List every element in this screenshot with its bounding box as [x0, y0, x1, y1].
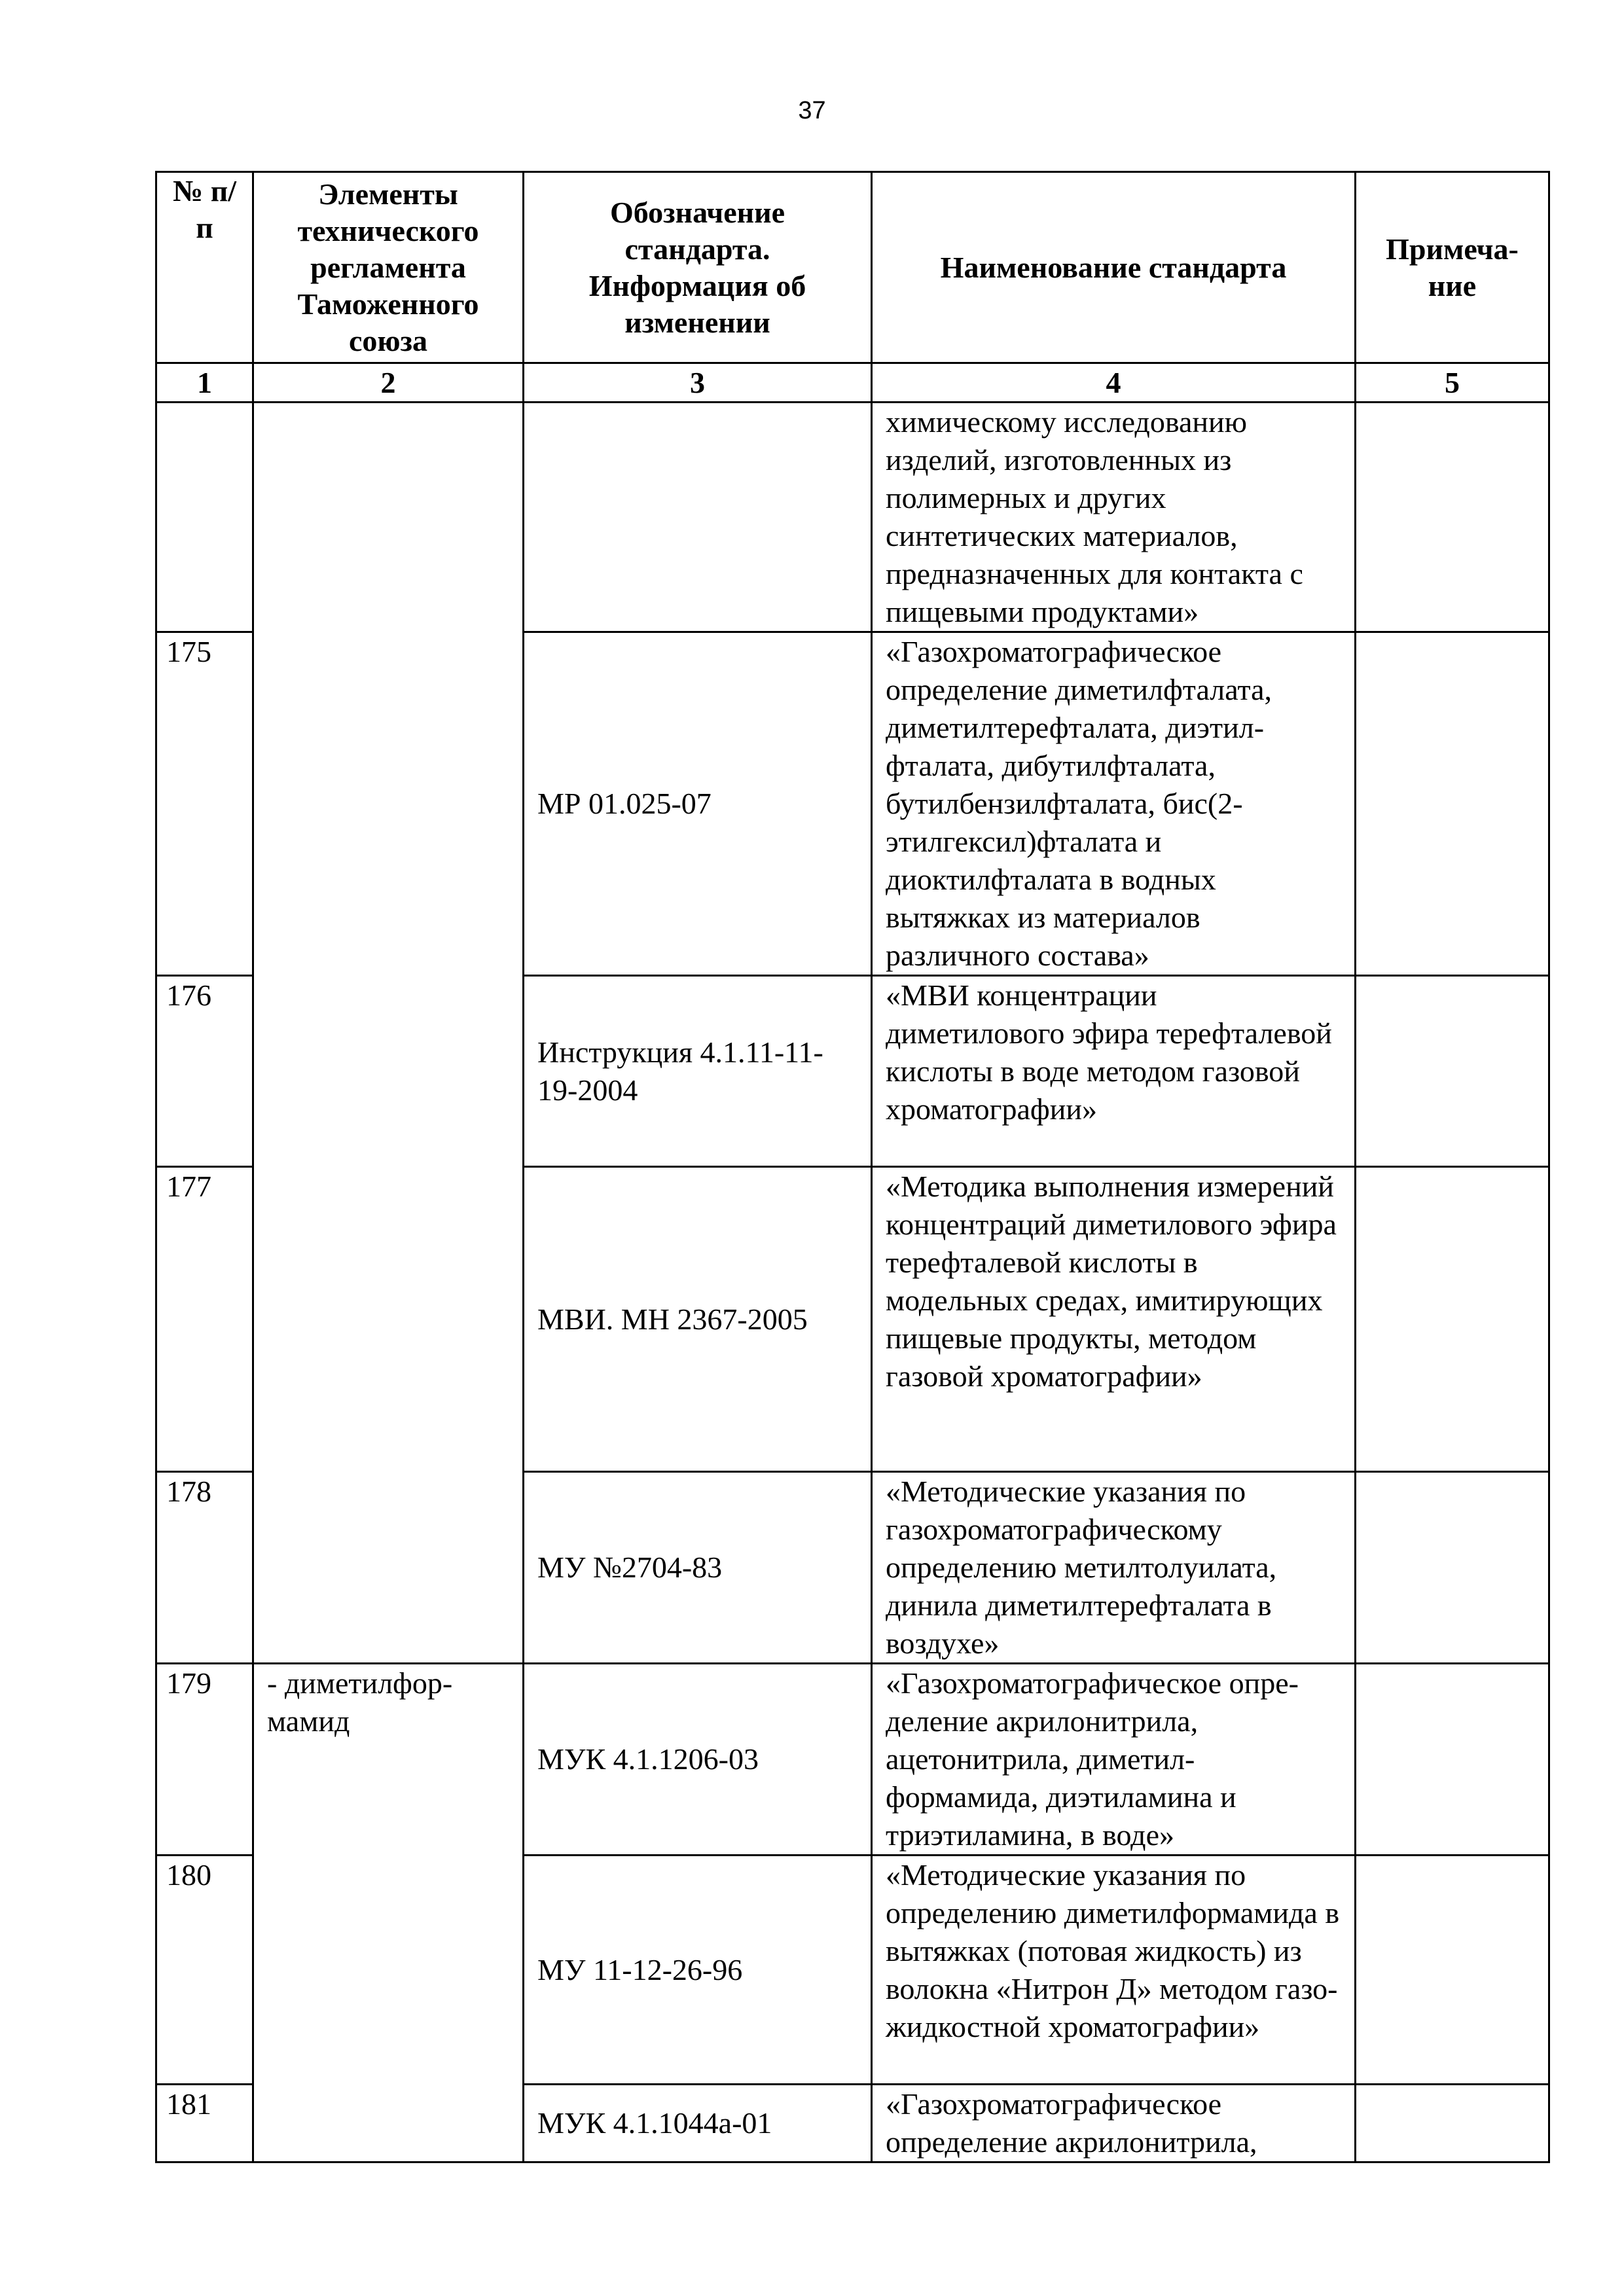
regulation-element — [253, 403, 524, 1664]
header-note: Примеча-ние — [1356, 172, 1549, 363]
column-number-row — [156, 363, 1549, 403]
header-row — [156, 172, 1549, 363]
standard-code: МР 01.025-07 — [524, 632, 872, 976]
column-number-2: 2 — [253, 363, 524, 403]
standard-name: «Газохроматографическое опре-деление акрилонитрила, ацетонитрила, диметил-формамида, диэтиламина и триэтиламина, в воде» — [872, 1664, 1356, 1856]
table-row — [156, 403, 1549, 632]
column-number-3: 3 — [524, 363, 872, 403]
row-number: 176 — [156, 976, 253, 1167]
column-number-5: 5 — [1356, 363, 1549, 403]
header-regulation-elements: Элементы технического регламента Таможенного союза — [253, 172, 524, 363]
standard-code: МУК 4.1.1206-03 — [524, 1664, 872, 1856]
standard-name: «Методика выполнения измерений концентраций диметилового эфира терефталевой кислоты в модельных средах, имитирующих пищевые продукты, методом газовой хроматографии» — [872, 1167, 1356, 1472]
row-number — [156, 403, 253, 632]
row-number: 177 — [156, 1167, 253, 1472]
row-number: 181 — [156, 2085, 253, 2162]
standard-name: «Методические указания по определению диметилформамида в вытяжках (потовая жидкость) из волокна «Нитрон Д» методом газо-жидкостной хроматографии» — [872, 1856, 1356, 2085]
header-standard-designation: Обозначение стандарта. Информация об изменении — [524, 172, 872, 363]
note-cell — [1356, 1664, 1549, 1856]
standards-table — [155, 171, 1550, 2163]
note-cell — [1356, 1472, 1549, 1664]
column-number-4: 4 — [872, 363, 1356, 403]
note-cell — [1356, 1167, 1549, 1472]
standard-code: МУ №2704-83 — [524, 1472, 872, 1664]
note-cell — [1356, 976, 1549, 1167]
header-standard-name: Наименование стандарта — [872, 172, 1356, 363]
note-cell — [1356, 1856, 1549, 2085]
row-number: 175 — [156, 632, 253, 976]
standard-code — [524, 403, 872, 632]
note-cell — [1356, 403, 1549, 632]
row-number: 179 — [156, 1664, 253, 1856]
standard-code: МУК 4.1.1044а-01 — [524, 2085, 872, 2162]
standard-name: «Газохроматографическое определение акрилонитрила, — [872, 2085, 1356, 2162]
standard-code: МВИ. МН 2367-2005 — [524, 1167, 872, 1472]
header-number: № п/п — [156, 172, 253, 363]
standard-name: «Газохроматографическое определение диметилфталата, диметилтерефталата, диэтил-фталата, дибутилфталата, бутилбензилфталата, бис(2-этилгексил)фталата и диоктилфталата в водных вытяжках из материалов различного состава» — [872, 632, 1356, 976]
row-number: 178 — [156, 1472, 253, 1664]
standard-code: Инструкция 4.1.11-11-19-2004 — [524, 976, 872, 1167]
standard-name: «МВИ концентрации диметилового эфира терефталевой кислоты в воде методом газовой хроматографии» — [872, 976, 1356, 1167]
column-number-1: 1 — [156, 363, 253, 403]
row-number: 180 — [156, 1856, 253, 2085]
note-cell — [1356, 2085, 1549, 2162]
table-row — [156, 1664, 1549, 1856]
standard-code: МУ 11-12-26-96 — [524, 1856, 872, 2085]
note-cell — [1356, 632, 1549, 976]
standard-name: химическому исследованию изделий, изготовленных из полимерных и других синтетических материалов, предназначенных для контакта с пищевыми продуктами» — [872, 403, 1356, 632]
standard-name: «Методические указания по газохроматографическому определению метилтолуилата, динила диметилтерефталата в воздухе» — [872, 1472, 1356, 1664]
regulation-element: - диметилфор-мамид — [253, 1664, 524, 2162]
page-number: 37 — [798, 97, 826, 124]
